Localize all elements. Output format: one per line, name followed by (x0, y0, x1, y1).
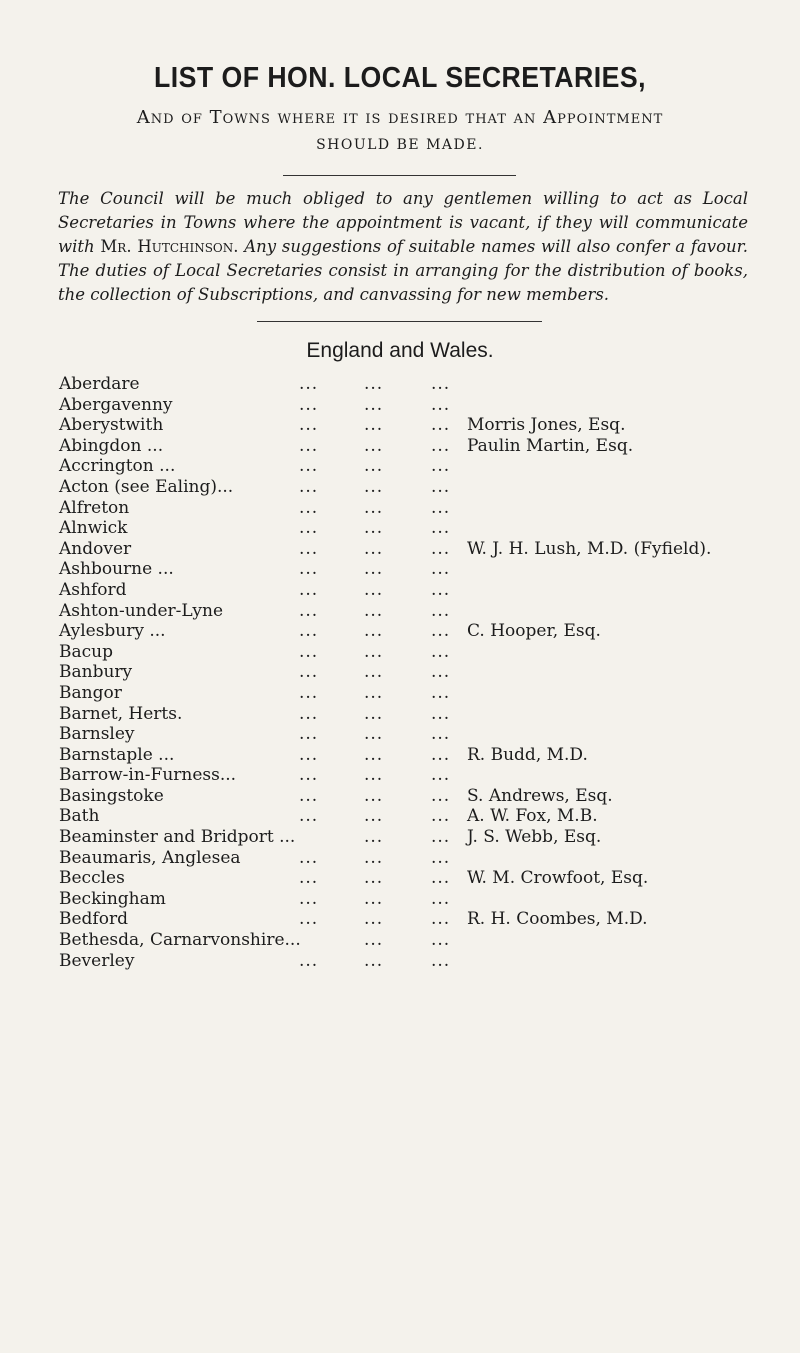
secretary-name: R. Budd, M.D. (467, 744, 588, 765)
leader-dots: ... (364, 806, 384, 827)
town-name: Ashbourne ... (59, 559, 174, 580)
secretary-name: Paulin Martin, Esq. (467, 435, 634, 456)
town-name: Accrington ... (59, 456, 176, 477)
town-name: Beaminster and Bridport ... (59, 827, 296, 848)
leader-dots: ... (431, 538, 451, 559)
town-name: Beccles (59, 868, 125, 889)
leader-dots: ... (299, 435, 319, 456)
leader-dots: ... (364, 621, 384, 642)
leader-dots: ... (299, 538, 319, 559)
leader-dots: ... (431, 374, 451, 394)
leader-dots: ... (364, 888, 384, 909)
leader-dots: ... (299, 456, 319, 477)
leader-dots: ... (364, 909, 384, 930)
leader-dots: ... (299, 374, 319, 394)
page-title: LIST OF HON. LOCAL SECRETARIES, (153, 62, 647, 94)
town-name: Bath (59, 806, 100, 827)
leader-dots: ... (364, 785, 384, 806)
intro-paragraph (58, 187, 748, 307)
leader-dots: ... (431, 518, 451, 539)
section-heading: England and Wales. (306, 339, 494, 362)
list-item (59, 683, 789, 704)
leader-dots: ... (299, 497, 319, 518)
divider-rule (283, 175, 516, 176)
leader-dots: ... (431, 868, 451, 889)
secretary-name: W. M. Crowfoot, Esq. (467, 868, 649, 889)
list-item (59, 745, 789, 766)
leader-dots: ... (364, 518, 384, 539)
leader-dots: ... (431, 415, 451, 436)
town-name: Bangor (59, 682, 122, 703)
list-item (59, 662, 789, 683)
leader-dots: ... (364, 744, 384, 765)
leader-dots: ... (364, 456, 384, 477)
town-name: Barnet, Herts. (59, 703, 183, 724)
leader-dots: ... (364, 765, 384, 786)
leader-dots: ... (299, 950, 319, 971)
list-item (59, 827, 789, 848)
town-name: Ashton-under-Lyne (59, 600, 224, 621)
town-name: Barrow-in-Furness... (59, 765, 237, 786)
leader-dots: ... (431, 785, 451, 806)
leader-dots: ... (364, 662, 384, 683)
list-item (59, 909, 789, 930)
leader-dots: ... (431, 559, 451, 580)
list-item (59, 374, 789, 395)
list-item (59, 786, 789, 807)
intro-text-part1: The Council will be much obliged to any gentlemen willing to act as Local Secretaries in Towns where the appointment is vacant, if they will communicate with (58, 189, 748, 256)
leader-dots: ... (299, 847, 319, 868)
town-name: Bacup (59, 641, 113, 662)
town-name: Basingstoke (59, 785, 164, 806)
leader-dots: ... (364, 435, 384, 456)
list-item (59, 395, 789, 416)
town-name: Aylesbury ... (59, 621, 166, 642)
leader-dots: ... (431, 456, 451, 477)
leader-dots: ... (431, 579, 451, 600)
leader-dots: ... (431, 600, 451, 621)
leader-dots: ... (299, 806, 319, 827)
list-item (59, 951, 789, 972)
leader-dots: ... (299, 559, 319, 580)
secretary-name: R. H. Coombes, M.D. (467, 909, 648, 930)
leader-dots: ... (299, 909, 319, 930)
leader-dots: ... (299, 662, 319, 683)
list-item (59, 889, 789, 910)
leader-dots: ... (299, 868, 319, 889)
list-item (59, 724, 789, 745)
leader-dots: ... (431, 394, 451, 415)
leader-dots: ... (431, 827, 451, 848)
town-name: Abergavenny (59, 394, 173, 415)
leader-dots: ... (299, 394, 319, 415)
town-name: Banbury (59, 662, 133, 683)
leader-dots: ... (364, 476, 384, 497)
leader-dots: ... (431, 909, 451, 930)
list-item (59, 580, 789, 601)
list-item (59, 642, 789, 663)
leader-dots: ... (431, 930, 451, 951)
leader-dots: ... (299, 682, 319, 703)
list-item (59, 518, 789, 539)
leader-dots: ... (299, 476, 319, 497)
leader-dots: ... (364, 703, 384, 724)
leader-dots: ... (431, 950, 451, 971)
list-item (59, 765, 789, 786)
leader-dots: ... (299, 600, 319, 621)
leader-dots: ... (299, 744, 319, 765)
leader-dots: ... (364, 724, 384, 745)
page-subtitle: And of Towns where it is desired that an Appointment (136, 107, 664, 128)
town-name: Barnstaple ... (59, 744, 175, 765)
leader-dots: ... (431, 888, 451, 909)
leader-dots: ... (364, 394, 384, 415)
secretary-name: J. S. Webb, Esq. (467, 827, 602, 848)
leader-dots: ... (364, 497, 384, 518)
town-name: Ashford (59, 579, 127, 600)
leader-dots: ... (364, 538, 384, 559)
secretary-name: S. Andrews, Esq. (467, 785, 613, 806)
leader-dots: ... (431, 435, 451, 456)
town-name: Alnwick (59, 518, 128, 539)
leader-dots: ... (431, 744, 451, 765)
leader-dots: ... (299, 579, 319, 600)
leader-dots: ... (299, 621, 319, 642)
secretary-name: W. J. H. Lush, M.D. (Fyfield). (467, 538, 712, 559)
list-item (59, 848, 789, 869)
town-name: Bedford (59, 909, 128, 930)
leader-dots: ... (364, 847, 384, 868)
list-item (59, 559, 789, 580)
leader-dots: ... (299, 724, 319, 745)
leader-dots: ... (364, 682, 384, 703)
list-item (59, 456, 789, 477)
list-item (59, 498, 789, 519)
leader-dots: ... (299, 765, 319, 786)
town-name: Acton (see Ealing)... (59, 476, 234, 497)
secretary-name: Morris Jones, Esq. (467, 415, 626, 436)
intro-text-part2: Any suggestions of suitable names will also confer a favour. The duties of Local Secretaries consist in arranging for the distribution of books, the collection of Subscriptions, and canvassing for new members. (58, 237, 749, 304)
divider-rule (257, 321, 542, 322)
leader-dots: ... (431, 476, 451, 497)
town-name: Andover (59, 538, 132, 559)
list-item (59, 436, 789, 457)
leader-dots: ... (364, 930, 384, 951)
leader-dots: ... (431, 662, 451, 683)
leader-dots: ... (299, 415, 319, 436)
leader-dots: ... (364, 868, 384, 889)
list-item (59, 477, 789, 498)
leader-dots: ... (431, 641, 451, 662)
town-name: Beverley (59, 950, 135, 971)
town-name: Alfreton (59, 497, 130, 518)
leader-dots: ... (364, 641, 384, 662)
leader-dots: ... (299, 703, 319, 724)
leader-dots: ... (431, 703, 451, 724)
leader-dots: ... (299, 641, 319, 662)
leader-dots: ... (364, 415, 384, 436)
list-item (59, 621, 789, 642)
town-name: Beaumaris, Anglesea (59, 847, 241, 868)
leader-dots: ... (431, 497, 451, 518)
leader-dots: ... (299, 888, 319, 909)
contact-name: Mr. Hutchinson. (100, 237, 239, 256)
leader-dots: ... (364, 827, 384, 848)
town-name: Aberdare (59, 374, 140, 394)
list-item (59, 601, 789, 622)
town-name: Beckingham (59, 888, 166, 909)
secretary-name: C. Hooper, Esq. (467, 621, 601, 642)
list-item (59, 704, 789, 725)
list-item (59, 930, 789, 951)
leader-dots: ... (364, 600, 384, 621)
leader-dots: ... (299, 518, 319, 539)
leader-dots: ... (299, 785, 319, 806)
leader-dots: ... (364, 950, 384, 971)
town-name: Barnsley (59, 724, 135, 745)
list-item (59, 415, 789, 436)
leader-dots: ... (431, 724, 451, 745)
list-item (59, 539, 789, 560)
leader-dots: ... (431, 847, 451, 868)
list-item (59, 868, 789, 889)
leader-dots: ... (431, 765, 451, 786)
town-name: Abingdon ... (59, 435, 164, 456)
page-subtitle-continued: SHOULD BE MADE. (316, 137, 484, 153)
town-name: Bethesda, Carnarvonshire... (59, 930, 301, 951)
list-item (59, 806, 789, 827)
secretary-name: A. W. Fox, M.B. (467, 806, 598, 827)
leader-dots: ... (431, 621, 451, 642)
secretaries-list (59, 374, 789, 971)
leader-dots: ... (364, 374, 384, 394)
leader-dots: ... (364, 579, 384, 600)
leader-dots: ... (431, 806, 451, 827)
leader-dots: ... (364, 559, 384, 580)
town-name: Aberystwith (59, 415, 164, 436)
leader-dots: ... (431, 682, 451, 703)
